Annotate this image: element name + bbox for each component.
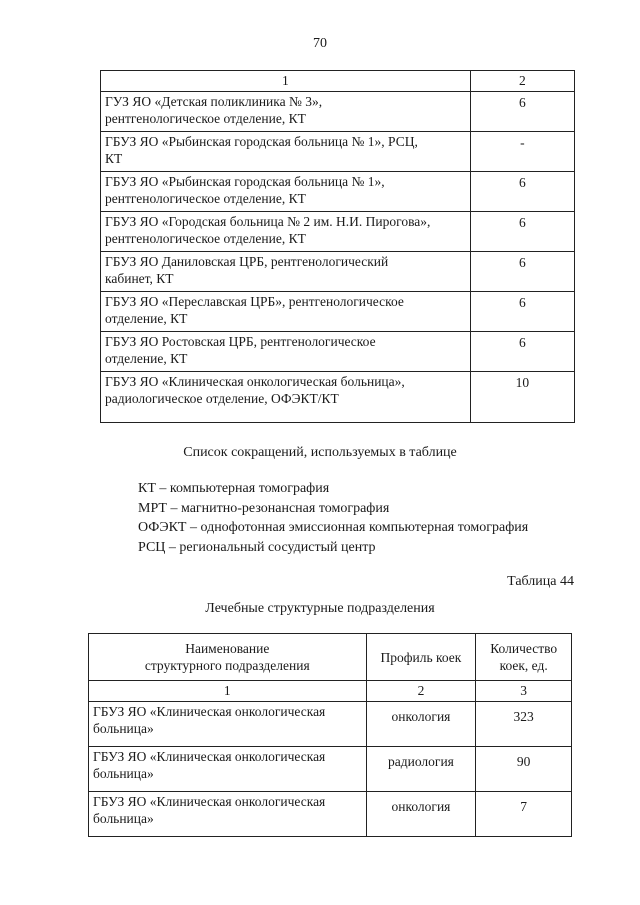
- table-row: [101, 372, 575, 423]
- equipment-table: [100, 70, 575, 423]
- name-line: больница»: [93, 766, 154, 781]
- unit-name: [89, 747, 367, 792]
- table-row: [101, 292, 575, 332]
- value-text: 6: [519, 175, 526, 190]
- table-header-row: [89, 634, 572, 681]
- name-line: рентгенологическое отделение, КТ: [105, 231, 306, 246]
- header-line: Количество: [490, 641, 558, 656]
- name-line: отделение, КТ: [105, 311, 188, 326]
- name-line: больница»: [93, 721, 154, 736]
- table-row: [89, 792, 572, 837]
- facility-name: [101, 372, 471, 423]
- abbreviation-item: КТ – компьютерная томография: [138, 481, 330, 496]
- facility-value: [470, 332, 574, 372]
- header-count: [476, 634, 572, 681]
- unit-name: [89, 702, 367, 747]
- name-line: ГБУЗ ЯО Даниловская ЦРБ, рентгенологический: [105, 254, 389, 269]
- abbreviation-item: ОФЭКТ – однофотонная эмиссионная компьютерная томография: [138, 520, 529, 535]
- unit-bed-count: 7: [476, 792, 572, 837]
- column-numbers-row: [89, 681, 572, 702]
- header-line: коек, ед.: [499, 658, 548, 673]
- table-row: [89, 747, 572, 792]
- name-line: радиологическое отделение, ОФЭКТ/КТ: [105, 391, 339, 406]
- column-number: 3: [476, 681, 572, 702]
- facility-name: [101, 172, 471, 212]
- unit-bed-count: 323: [476, 702, 572, 747]
- unit-profile: онкология: [366, 702, 476, 747]
- table-row: [101, 332, 575, 372]
- facility-name: [101, 292, 471, 332]
- name-line: ГБУЗ ЯО «Рыбинская городская больница № 1», РСЦ,: [105, 134, 418, 149]
- value-text: 10: [515, 375, 530, 390]
- unit-name: [89, 792, 367, 837]
- name-line: ГБУЗ ЯО Ростовская ЦРБ, рентгенологическое: [105, 334, 376, 349]
- name-line: ГБУЗ ЯО «Клиническая онкологическая: [93, 794, 326, 809]
- name-line: ГБУЗ ЯО «Рыбинская городская больница № 1»,: [105, 174, 385, 189]
- value-text: 6: [519, 95, 526, 110]
- unit-bed-count: 90: [476, 747, 572, 792]
- facility-name: [101, 212, 471, 252]
- facility-name: [101, 132, 471, 172]
- table-row: [101, 92, 575, 132]
- header-line: структурного подразделения: [144, 658, 310, 673]
- table-row: [89, 702, 572, 747]
- facility-value: [470, 92, 574, 132]
- name-line: ГБУЗ ЯО «Клиническая онкологическая: [93, 704, 326, 719]
- column-number: 1: [89, 681, 367, 702]
- name-line: больница»: [93, 811, 154, 826]
- header-line: Наименование: [185, 641, 270, 656]
- page-number: 70: [313, 36, 327, 51]
- value-text: 6: [519, 295, 526, 310]
- name-line: отделение, КТ: [105, 351, 188, 366]
- unit-profile: онкология: [366, 792, 476, 837]
- facility-value: [470, 132, 574, 172]
- name-line: ГБУЗ ЯО «Клиническая онкологическая больница»,: [105, 374, 405, 389]
- name-line: ГБУЗ ЯО «Клиническая онкологическая: [93, 749, 326, 764]
- name-line: ГБУЗ ЯО «Городская больница № 2 им. Н.И. Пирогова»,: [105, 214, 431, 229]
- column-number: 2: [366, 681, 476, 702]
- unit-profile: радиология: [366, 747, 476, 792]
- structural-units-table: [88, 633, 572, 837]
- name-line: КТ: [105, 151, 123, 166]
- facility-value: [470, 372, 574, 423]
- header-col-1: 1: [101, 71, 471, 92]
- table-title: Лечебные структурные подразделения: [205, 601, 435, 616]
- abbreviation-item: МРТ – магнитно-резонансная томография: [138, 500, 390, 516]
- facility-value: [470, 252, 574, 292]
- table-row: [101, 212, 575, 252]
- header-name: [89, 634, 367, 681]
- abbreviations-list: [138, 479, 528, 557]
- table-row: [101, 172, 575, 212]
- abbreviation-item: РСЦ – региональный сосудистый центр: [138, 539, 376, 555]
- table-row: [101, 252, 575, 292]
- facility-name: [101, 252, 471, 292]
- abbreviations-title: Список сокращений, используемых в таблице: [183, 445, 457, 460]
- header-profile: Профиль коек: [366, 634, 476, 681]
- value-text: 6: [519, 215, 526, 230]
- name-line: ГУЗ ЯО «Детская поликлиника № 3»,: [105, 94, 323, 109]
- name-line: рентгенологическое отделение, КТ: [105, 191, 306, 206]
- facility-name: [101, 332, 471, 372]
- value-text: 6: [519, 255, 526, 270]
- name-line: ГБУЗ ЯО «Переславская ЦРБ», рентгенологическое: [105, 294, 404, 309]
- table-row: [101, 132, 575, 172]
- table-number-label: Таблица 44: [507, 574, 574, 589]
- facility-value: [470, 172, 574, 212]
- name-line: кабинет, КТ: [105, 271, 174, 286]
- table-header-row: [101, 71, 575, 92]
- value-text: -: [520, 135, 525, 150]
- value-text: 6: [519, 335, 526, 350]
- facility-name: [101, 92, 471, 132]
- name-line: рентгенологическое отделение, КТ: [105, 111, 306, 126]
- facility-value: [470, 292, 574, 332]
- header-col-2: 2: [470, 71, 574, 92]
- facility-value: [470, 212, 574, 252]
